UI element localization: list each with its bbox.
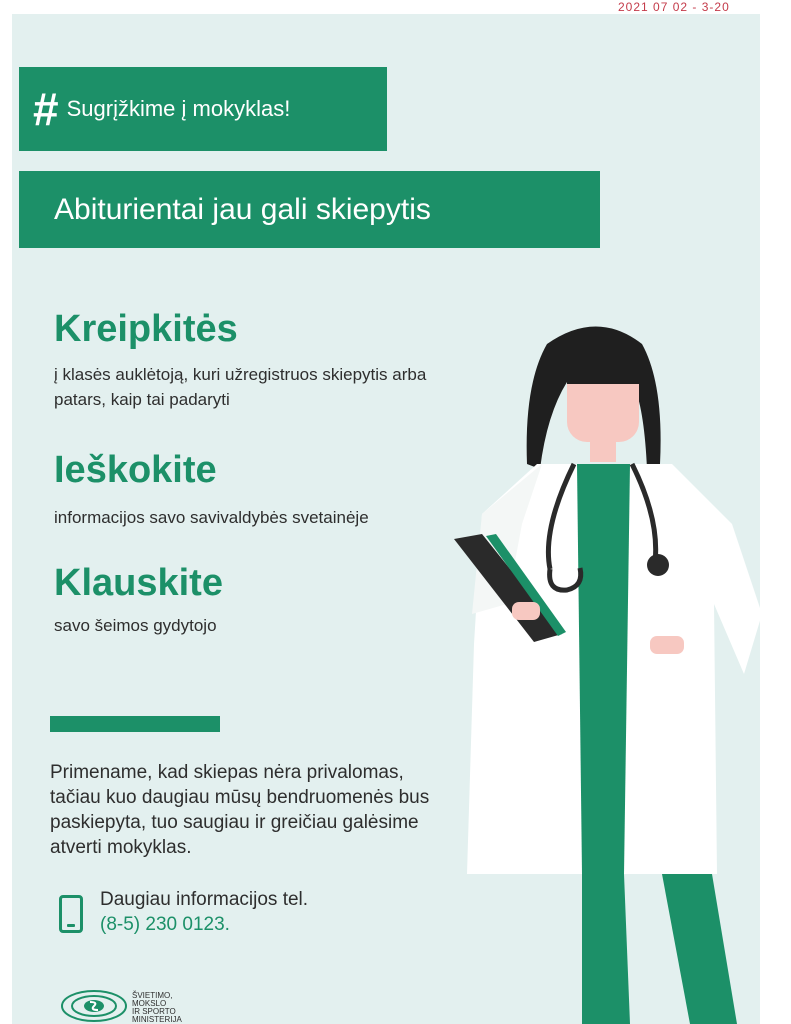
section-title-3: Klauskite (54, 562, 223, 604)
green-divider (50, 716, 220, 732)
reminder-text: Primename, kad skiepas nėra privalomas, tačiau kuo daugiau mūsų bendruomenės bus paskiepyta, tuo saugiau ir greičiau galėsime atverti mokyklas. (50, 762, 430, 858)
section-title-2: Ieškokite (54, 449, 217, 491)
section-title-1: Kreipkitės (54, 308, 238, 350)
headline-banner (19, 171, 600, 248)
phone-icon (59, 895, 83, 933)
ministry-name: ŠVIETIMO, MOKSLO IR SPORTO MINISTERIJA (132, 991, 182, 1024)
hash-icon: # (33, 83, 59, 135)
headline: Abiturientai jau gali skiepytis (54, 192, 431, 226)
poster (12, 14, 760, 1024)
info-phone: (8-5) 230 0123. (100, 914, 230, 935)
section-text-2: informacijos savo savivaldybės svetainėje (54, 508, 369, 527)
doctor-illustration (432, 314, 760, 1024)
hashtag-text: Sugrįžkime į mokyklas! (66, 96, 291, 121)
info-label: Daugiau informacijos tel. (100, 889, 309, 910)
date-stamp: 2021 07 02 - 3-20 (618, 0, 730, 14)
section-text-3: savo šeimos gydytojo (54, 616, 217, 635)
section-text-1: į klasės auklėtoją, kuri užregistruos skiepytis arba patars, kaip tai padaryti (54, 365, 427, 409)
ministry-logo (60, 988, 128, 1024)
hashtag-banner (19, 67, 387, 151)
